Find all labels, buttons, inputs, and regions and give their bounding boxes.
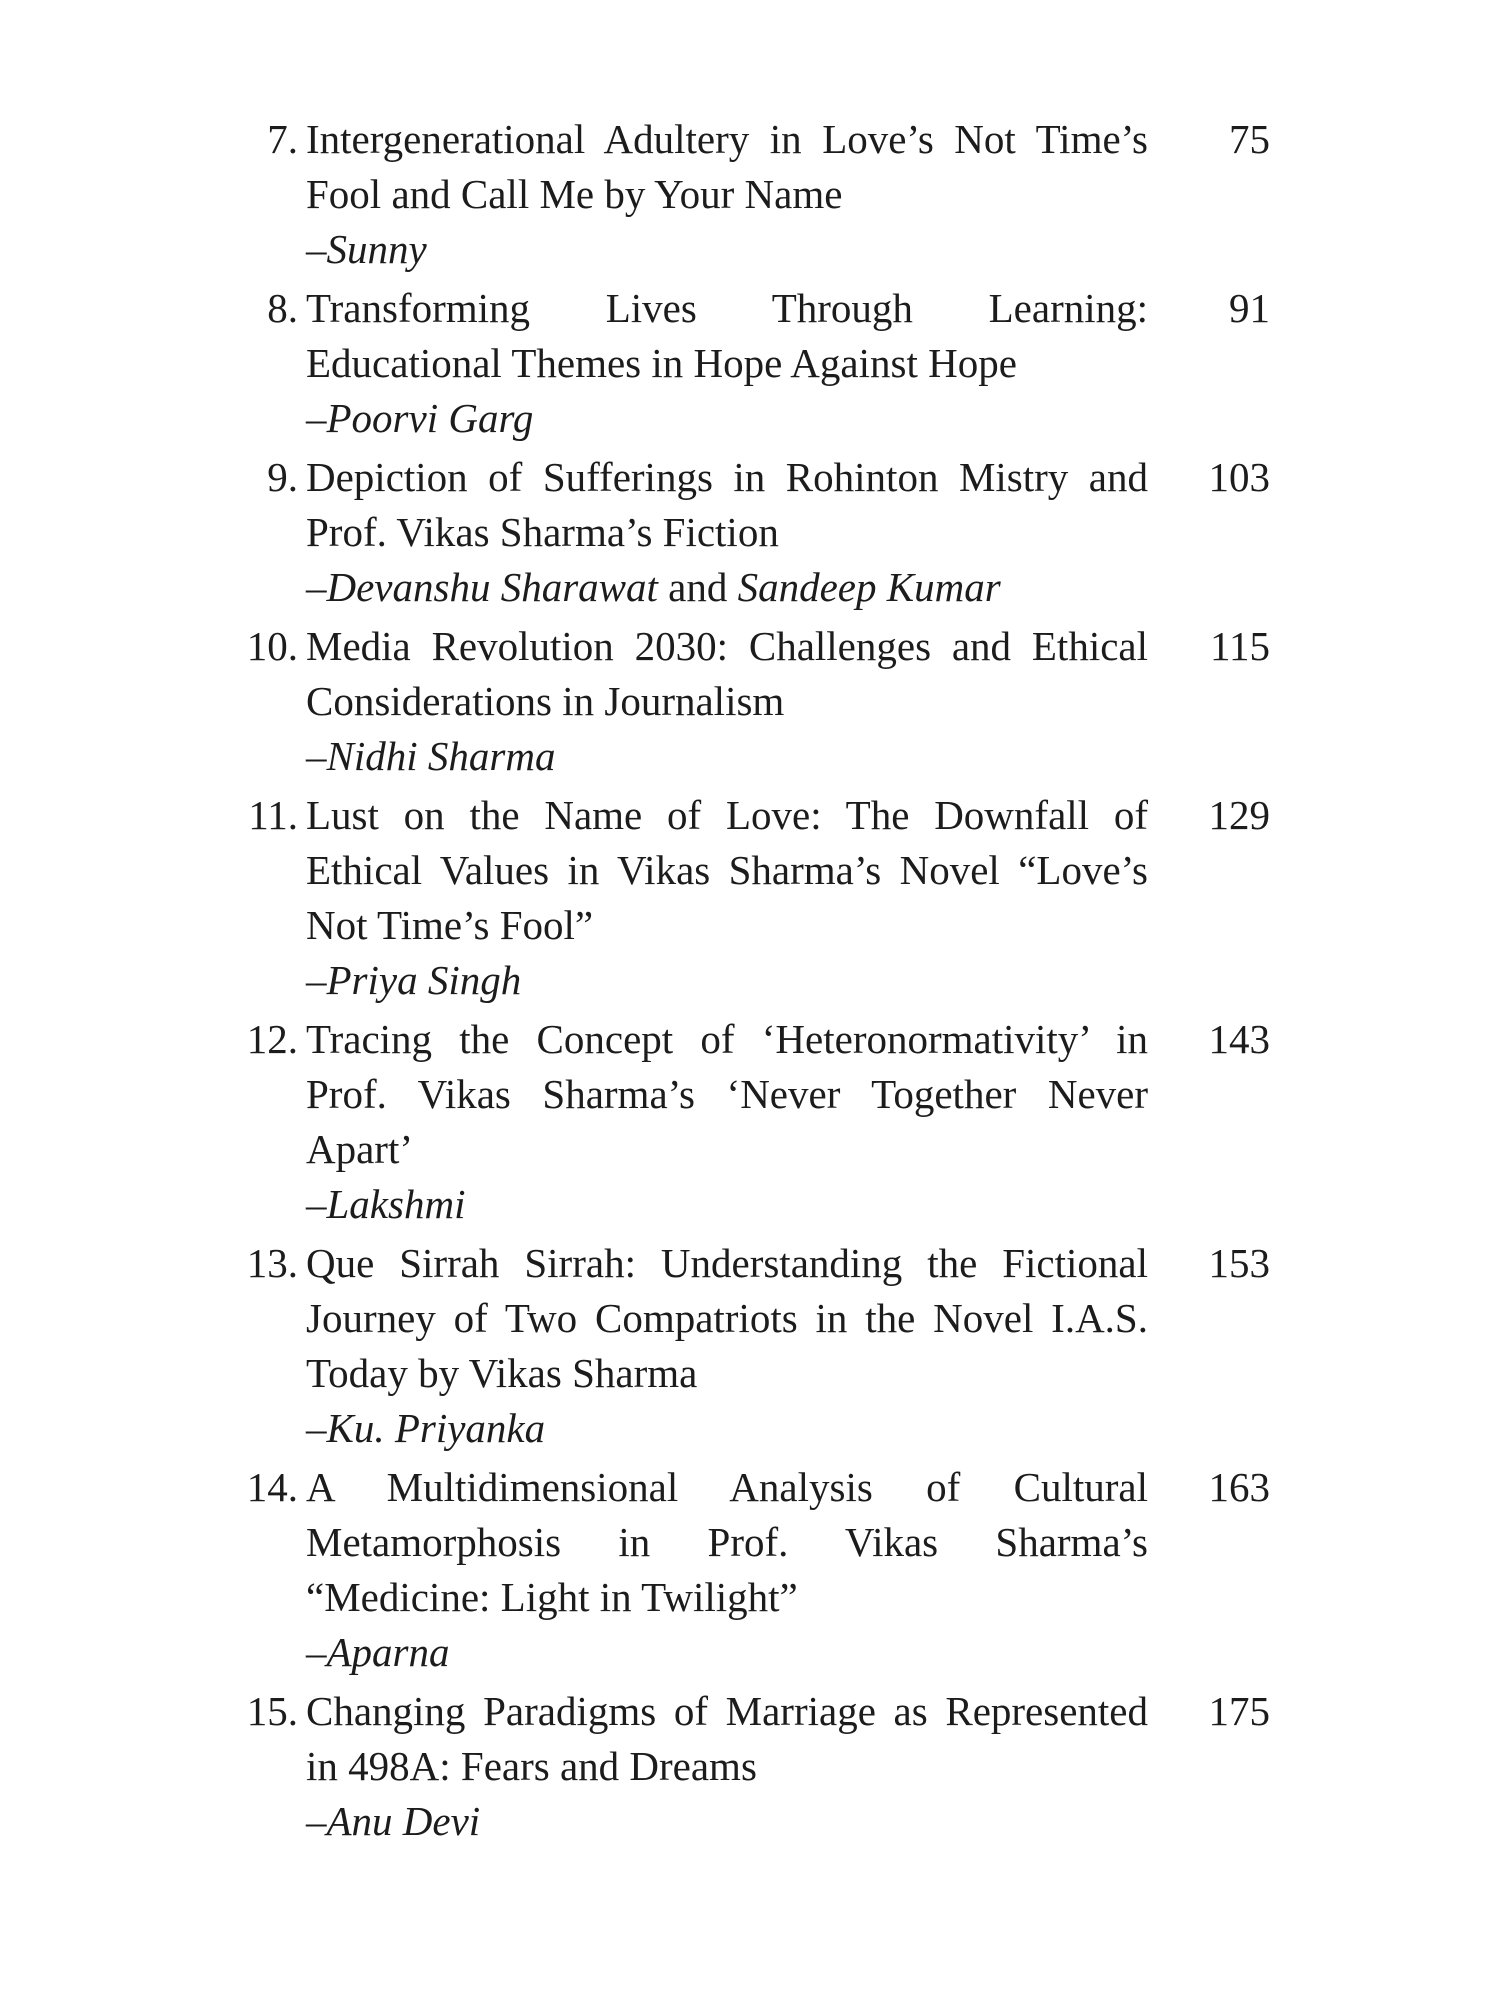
toc-entry-11 (200, 788, 1270, 1008)
author-dash: – (306, 1405, 327, 1451)
author-dash: – (306, 1181, 327, 1227)
entry-title: Depiction of Sufferings in Rohinton Mistry and Prof. Vikas Sharma’s Fiction (306, 454, 1148, 555)
author-name: Devanshu Sharawat (326, 564, 658, 610)
author-dash: – (306, 1629, 327, 1675)
entry-author (306, 1177, 1148, 1232)
author-name: Aparna (326, 1629, 450, 1675)
author-name: Nidhi Sharma (326, 733, 556, 779)
author-dash: – (306, 1798, 327, 1844)
entry-title: Tracing the Concept of ‘Heteronormativity’ in Prof. Vikas Sharma’s ‘Never Together Never Apart’ (306, 1016, 1148, 1172)
entry-author (306, 729, 1148, 784)
entry-title: Transforming Lives Through Learning: Educational Themes in Hope Against Hope (306, 285, 1148, 386)
table-of-contents (200, 112, 1270, 1853)
entry-number: 14. (246, 1464, 298, 1510)
entry-number: 11. (248, 792, 298, 838)
toc-entry-9 (200, 450, 1270, 615)
author-dash: – (306, 733, 327, 779)
entry-author (306, 560, 1148, 615)
entry-number: 12. (246, 1016, 298, 1062)
author-dash: – (306, 957, 327, 1003)
entry-author (306, 1401, 1148, 1456)
entry-author (306, 222, 1148, 277)
toc-entry-12 (200, 1012, 1270, 1232)
entry-title: A Multidimensional Analysis of Cultural Metamorphosis in Prof. Vikas Sharma’s “Medicine: Light in Twilight” (306, 1464, 1148, 1620)
entry-title: Que Sirrah Sirrah: Understanding the Fictional Journey of Two Compatriots in the Novel I.A.S. Today by Vikas Sharma (306, 1240, 1148, 1396)
entry-title: Media Revolution 2030: Challenges and Ethical Considerations in Journalism (306, 623, 1148, 724)
entry-number: 8. (267, 285, 298, 331)
entry-page-number: 175 (1208, 1688, 1270, 1734)
entry-page-number: 103 (1208, 454, 1270, 500)
entry-page-number: 163 (1208, 1464, 1270, 1510)
entry-page-number: 143 (1208, 1016, 1270, 1062)
author-dash: – (306, 564, 327, 610)
toc-entry-14 (200, 1460, 1270, 1680)
toc-entry-10 (200, 619, 1270, 784)
entry-author (306, 1794, 1148, 1849)
entry-number: 9. (267, 454, 298, 500)
entry-number: 7. (267, 116, 298, 162)
entry-author (306, 391, 1148, 446)
entry-number: 10. (246, 623, 298, 669)
entry-page-number: 115 (1210, 623, 1270, 669)
entry-title: Lust on the Name of Love: The Downfall of Ethical Values in Vikas Sharma’s Novel “Love’s Not Time’s Fool” (306, 792, 1148, 948)
author-name: Poorvi Garg (326, 395, 534, 441)
author-dash: – (306, 395, 327, 441)
entry-author (306, 953, 1148, 1008)
author-name: Ku. Priyanka (326, 1405, 546, 1451)
entry-title: Changing Paradigms of Marriage as Represented in 498A: Fears and Dreams (306, 1688, 1148, 1789)
entry-number: 13. (246, 1240, 298, 1286)
toc-entry-8 (200, 281, 1270, 446)
entry-number: 15. (246, 1688, 298, 1734)
author-name: Anu Devi (326, 1798, 481, 1844)
author-conjunction: and (657, 564, 738, 610)
entry-page-number: 129 (1208, 792, 1270, 838)
author-name: Priya Singh (326, 957, 522, 1003)
author-dash: – (306, 226, 327, 272)
entry-page-number: 75 (1229, 116, 1270, 162)
entry-page-number: 153 (1208, 1240, 1270, 1286)
entry-title: Intergenerational Adultery in Love’s Not Time’s Fool and Call Me by Your Name (306, 116, 1148, 217)
author-name-second: Sandeep Kumar (737, 564, 1001, 610)
author-name: Sunny (326, 226, 427, 272)
toc-entry-7 (200, 112, 1270, 277)
toc-entry-13 (200, 1236, 1270, 1456)
author-name: Lakshmi (326, 1181, 466, 1227)
toc-entry-15 (200, 1684, 1270, 1849)
entry-page-number: 91 (1229, 285, 1270, 331)
entry-author (306, 1625, 1148, 1680)
